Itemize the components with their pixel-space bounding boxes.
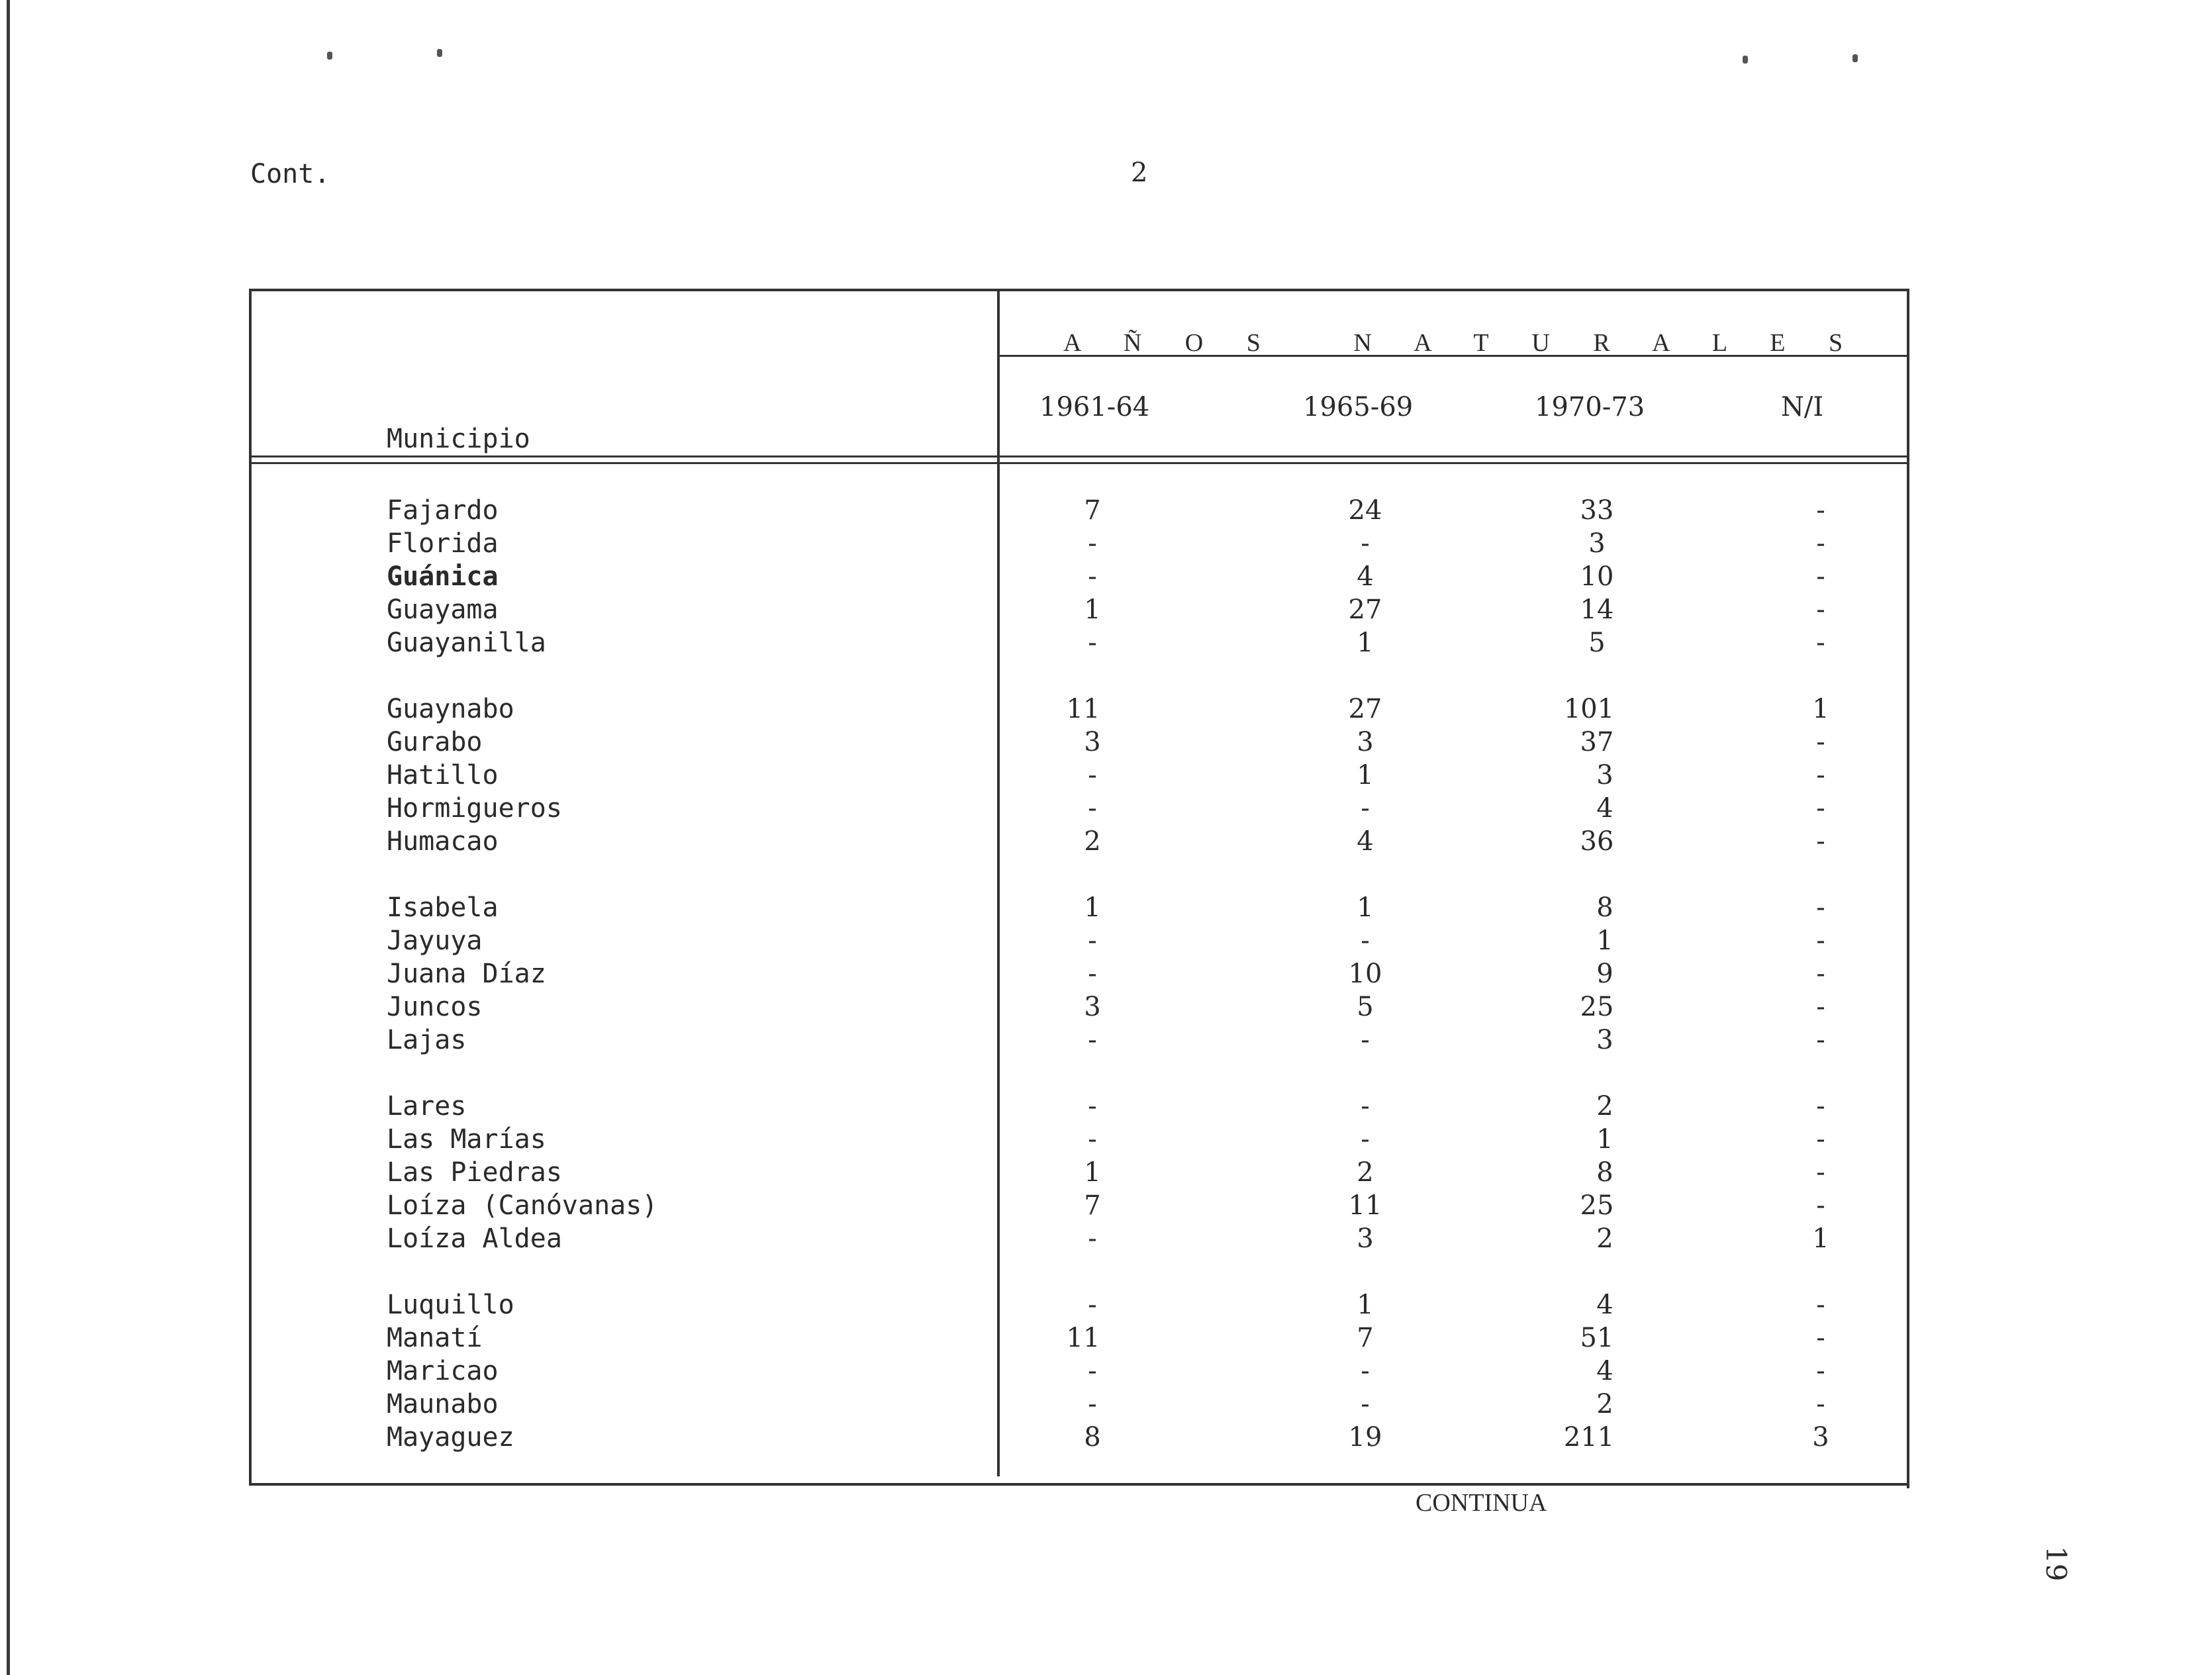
municipio-cell: Loíza Aldea xyxy=(387,1223,562,1254)
value-cell: - xyxy=(1816,1290,1825,1320)
value-cell: - xyxy=(1816,760,1825,790)
value-cell: - xyxy=(1361,1389,1370,1419)
municipio-cell: Guánica xyxy=(387,561,499,592)
value-cell: 27 xyxy=(1348,595,1382,625)
scan-speck xyxy=(327,52,332,60)
year-header-ni: N/I xyxy=(1780,392,1824,422)
municipio-cell: Florida xyxy=(387,528,499,559)
value-cell: 3 xyxy=(1084,992,1101,1022)
municipio-cell: Las Piedras xyxy=(387,1157,562,1188)
scan-speck xyxy=(1743,56,1748,64)
value-cell: 1 xyxy=(1357,1290,1374,1320)
municipio-cell: Maunabo xyxy=(387,1389,499,1419)
value-cell: 4 xyxy=(1357,561,1374,592)
value-cell: 9 xyxy=(1596,959,1613,989)
value-cell: 1 xyxy=(1812,1223,1829,1254)
value-cell: - xyxy=(1088,959,1097,989)
value-cell: - xyxy=(1816,1025,1825,1055)
municipio-cell: Jayuya xyxy=(387,926,483,956)
value-cell: - xyxy=(1816,992,1825,1022)
value-cell: - xyxy=(1816,1190,1825,1221)
value-cell: - xyxy=(1361,1124,1370,1155)
value-cell: 2 xyxy=(1596,1389,1613,1419)
value-cell: 3 xyxy=(1812,1422,1829,1453)
scan-speck xyxy=(437,49,442,57)
value-cell: - xyxy=(1816,959,1825,989)
column-group-header: A Ñ O S N A T U R A L E S xyxy=(1063,329,1862,357)
municipio-cell: Luquillo xyxy=(387,1290,514,1320)
value-cell: 33 xyxy=(1580,495,1614,526)
value-cell: 3 xyxy=(1588,528,1606,559)
value-cell: 27 xyxy=(1348,694,1382,724)
value-cell: - xyxy=(1088,1124,1097,1155)
page-left-edge xyxy=(7,0,10,1675)
value-cell: 3 xyxy=(1596,760,1613,790)
municipio-cell: Humacao xyxy=(387,826,499,857)
value-cell: 4 xyxy=(1357,826,1374,857)
value-cell: - xyxy=(1088,1025,1097,1055)
value-cell: - xyxy=(1816,1323,1825,1353)
value-cell: 1 xyxy=(1357,628,1374,658)
header-double-rule-bottom xyxy=(252,462,1907,464)
value-cell: - xyxy=(1816,628,1825,658)
value-cell: 36 xyxy=(1580,826,1614,857)
municipio-cell: Isabela xyxy=(387,892,499,923)
value-cell: - xyxy=(1088,793,1097,824)
value-cell: - xyxy=(1088,528,1097,559)
value-cell: - xyxy=(1088,926,1097,956)
value-cell: 1 xyxy=(1357,760,1374,790)
value-cell: 1 xyxy=(1596,926,1613,956)
municipio-cell: Hatillo xyxy=(387,760,499,790)
municipio-cell: Guaynabo xyxy=(387,694,514,724)
value-cell: 7 xyxy=(1084,495,1101,526)
value-cell: 2 xyxy=(1084,826,1101,857)
value-cell: 5 xyxy=(1357,992,1374,1022)
municipio-cell: Guayanilla xyxy=(387,628,546,658)
value-cell: - xyxy=(1088,1389,1097,1419)
municipio-cell: Mayaguez xyxy=(387,1422,514,1453)
value-cell: - xyxy=(1816,1389,1825,1419)
value-cell: - xyxy=(1816,1157,1825,1188)
value-cell: - xyxy=(1816,926,1825,956)
value-cell: 2 xyxy=(1596,1091,1613,1122)
value-cell: 24 xyxy=(1348,495,1382,526)
value-cell: 1 xyxy=(1084,1157,1101,1188)
value-cell: 211 xyxy=(1563,1422,1615,1453)
municipio-cell: Las Marías xyxy=(387,1124,546,1155)
value-cell: 25 xyxy=(1580,992,1614,1022)
table-left-border xyxy=(249,289,252,1486)
municipio-cell: Fajardo xyxy=(387,495,499,526)
value-cell: - xyxy=(1816,727,1825,757)
value-cell: - xyxy=(1088,561,1097,592)
municipio-cell: Guayama xyxy=(387,595,499,625)
value-cell: - xyxy=(1361,793,1370,824)
value-cell: 8 xyxy=(1596,1157,1613,1188)
value-cell: 1 xyxy=(1596,1124,1613,1155)
value-cell: - xyxy=(1816,793,1825,824)
value-cell: 8 xyxy=(1084,1422,1101,1453)
value-cell: 25 xyxy=(1580,1190,1614,1221)
value-cell: - xyxy=(1088,1091,1097,1122)
value-cell: 10 xyxy=(1580,561,1614,592)
value-cell: 4 xyxy=(1596,1356,1613,1386)
value-cell: 7 xyxy=(1357,1323,1374,1353)
value-cell: - xyxy=(1816,495,1825,526)
table-right-border xyxy=(1907,289,1909,1488)
value-cell: 5 xyxy=(1588,628,1606,658)
value-cell: 19 xyxy=(1348,1422,1382,1453)
value-cell: - xyxy=(1361,1025,1370,1055)
year-header-1965-69: 1965-69 xyxy=(1303,392,1414,422)
value-cell: 4 xyxy=(1596,793,1613,824)
value-cell: - xyxy=(1361,926,1370,956)
table-bottom-border xyxy=(249,1483,1909,1486)
value-cell: 3 xyxy=(1357,727,1374,757)
municipio-cell: Lares xyxy=(387,1091,467,1122)
value-cell: 2 xyxy=(1596,1223,1613,1254)
municipio-cell: Maricao xyxy=(387,1356,499,1386)
side-page-number: 19 xyxy=(2040,1546,2072,1582)
value-cell: - xyxy=(1816,561,1825,592)
value-cell: 3 xyxy=(1596,1025,1613,1055)
municipio-cell: Manatí xyxy=(387,1323,483,1353)
municipio-cell: Lajas xyxy=(387,1025,467,1055)
value-cell: - xyxy=(1816,1124,1825,1155)
municipio-cell: Loíza (Canóvanas) xyxy=(387,1190,658,1221)
value-cell: 1 xyxy=(1084,595,1101,625)
value-cell: - xyxy=(1816,892,1825,923)
value-cell: - xyxy=(1816,1091,1825,1122)
municipio-header: Municipio xyxy=(387,424,530,454)
value-cell: - xyxy=(1361,1356,1370,1386)
value-cell: - xyxy=(1088,628,1097,658)
value-cell: - xyxy=(1816,1356,1825,1386)
value-cell: 1 xyxy=(1084,892,1101,923)
header-double-rule-top xyxy=(252,455,1907,457)
value-cell: - xyxy=(1361,528,1370,559)
value-cell: 1 xyxy=(1357,892,1374,923)
page-number: 2 xyxy=(1131,158,1148,188)
municipio-cell: Hormigueros xyxy=(387,793,562,824)
municipio-cell: Juncos xyxy=(387,992,483,1022)
value-cell: - xyxy=(1088,1290,1097,1320)
value-cell: 4 xyxy=(1596,1290,1613,1320)
value-cell: 11 xyxy=(1348,1190,1382,1221)
value-cell: - xyxy=(1816,826,1825,857)
value-cell: - xyxy=(1816,528,1825,559)
value-cell: 8 xyxy=(1596,892,1613,923)
year-header-1970-73: 1970-73 xyxy=(1535,392,1645,422)
column-divider xyxy=(997,289,1000,1476)
value-cell: 3 xyxy=(1357,1223,1374,1254)
value-cell: 11 xyxy=(1066,1323,1100,1353)
scan-speck xyxy=(1852,54,1858,62)
value-cell: 2 xyxy=(1357,1157,1374,1188)
value-cell: - xyxy=(1088,1223,1097,1254)
value-cell: 11 xyxy=(1066,694,1100,724)
value-cell: 101 xyxy=(1563,694,1615,724)
value-cell: 10 xyxy=(1348,959,1382,989)
value-cell: 1 xyxy=(1812,694,1829,724)
value-cell: - xyxy=(1361,1091,1370,1122)
table-top-border xyxy=(249,289,1908,291)
municipio-cell: Juana Díaz xyxy=(387,959,546,989)
continua-label: CONTINUA xyxy=(1416,1489,1547,1517)
cont-label: Cont. xyxy=(250,159,330,189)
value-cell: 51 xyxy=(1580,1323,1614,1353)
municipio-cell: Gurabo xyxy=(387,727,483,757)
value-cell: 14 xyxy=(1580,595,1614,625)
value-cell: 37 xyxy=(1580,727,1614,757)
value-cell: 7 xyxy=(1084,1190,1101,1221)
year-header-1961-64: 1961-64 xyxy=(1039,392,1150,422)
value-cell: 3 xyxy=(1084,727,1101,757)
value-cell: - xyxy=(1088,1356,1097,1386)
value-cell: - xyxy=(1088,760,1097,790)
value-cell: - xyxy=(1816,595,1825,625)
